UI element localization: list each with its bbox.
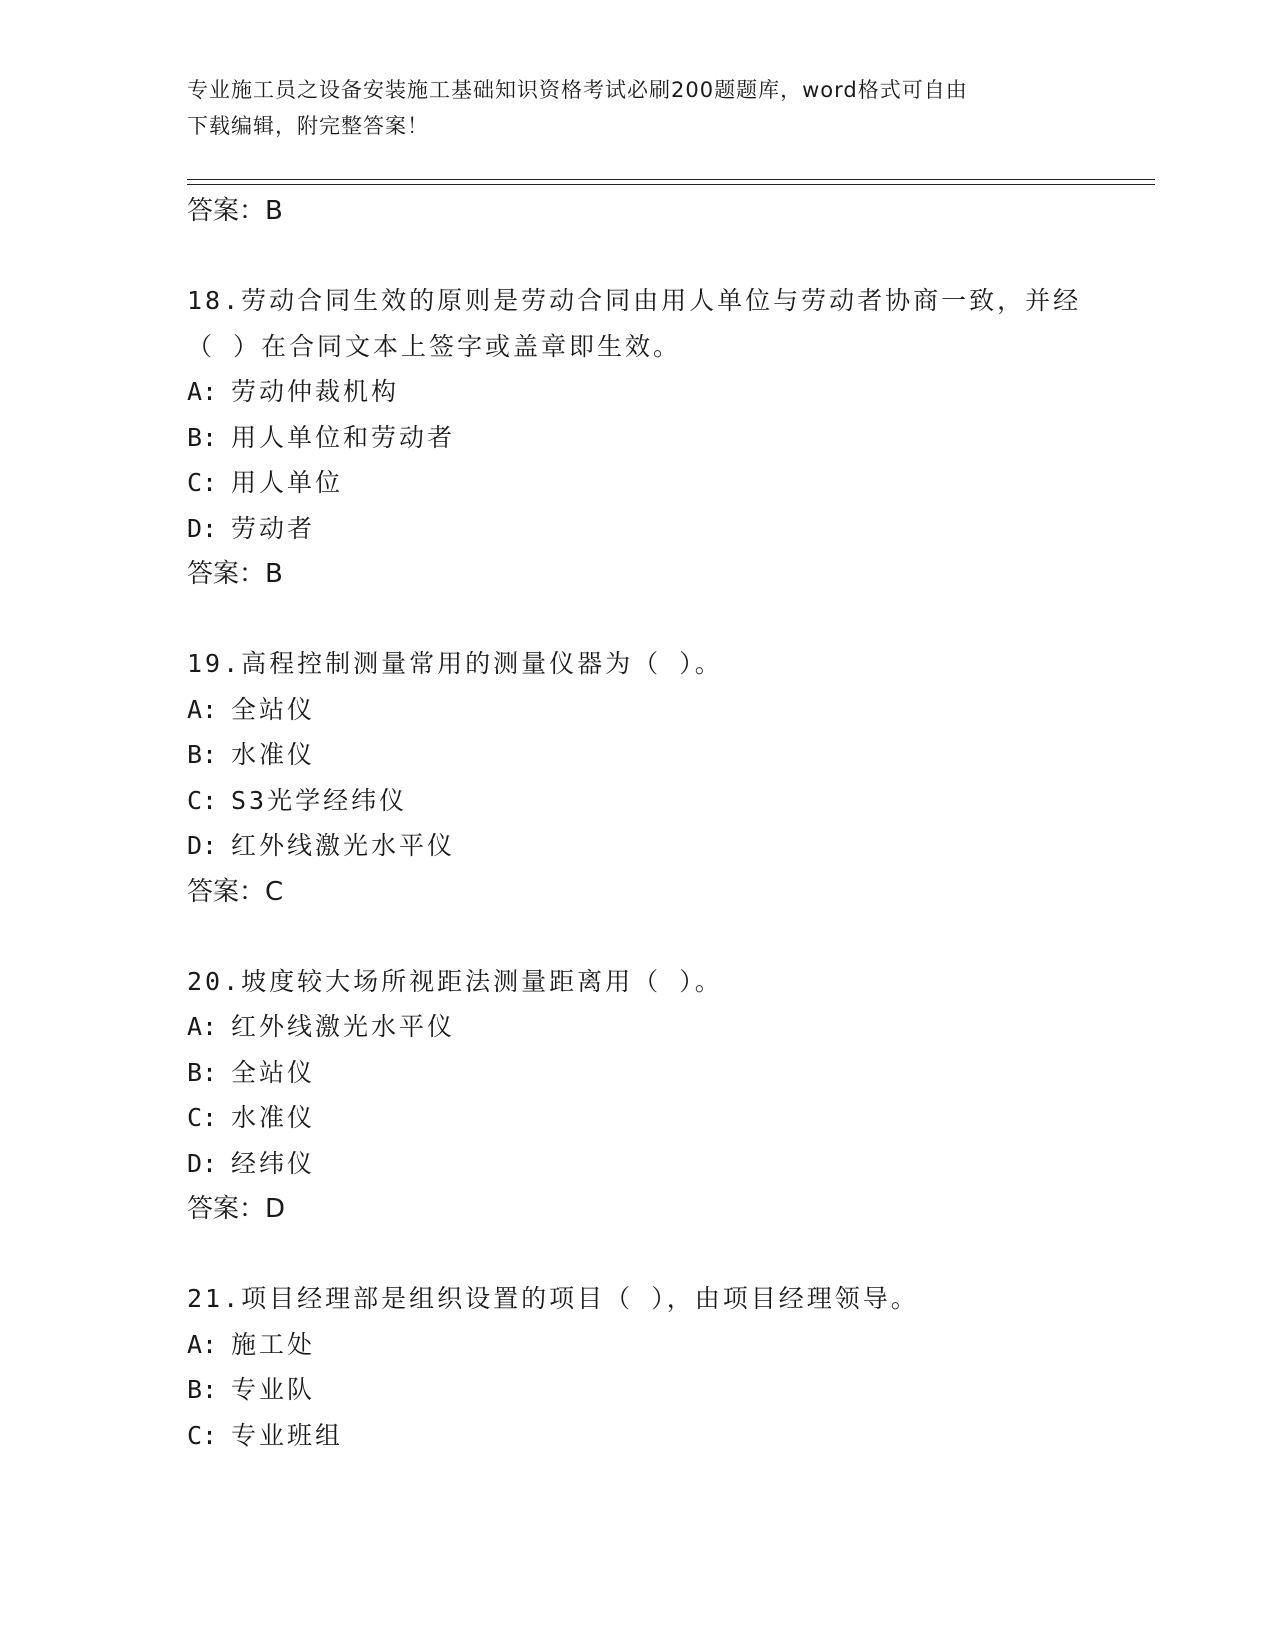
option-letter: B: xyxy=(187,422,218,452)
option-letter: D: xyxy=(187,1148,218,1178)
option-text: 劳动仲裁机构 xyxy=(231,377,400,406)
option-letter: B: xyxy=(187,1057,218,1087)
answer-line: 答案：C xyxy=(187,876,284,907)
option-text: 用人单位 xyxy=(231,468,344,497)
option-text: 红外线激光水平仪 xyxy=(231,831,456,860)
option-letter: B: xyxy=(187,740,218,769)
option-letter: C: xyxy=(187,468,218,497)
option-letter: C: xyxy=(187,1420,218,1450)
option-b xyxy=(187,415,1087,461)
option-letter: A: xyxy=(187,1012,218,1041)
option-c xyxy=(187,460,1087,506)
answer-line: 答案：D xyxy=(187,1194,286,1224)
header-line-1: 专业施工员之设备安装施工基础知识资格考试必刷200题题库，word格式可自由 xyxy=(187,78,968,102)
option-text: 全站仪 xyxy=(231,1057,316,1087)
question-text: 19.高程控制测量常用的测量仪器为（ ）。 xyxy=(187,649,723,678)
option-letter: C: xyxy=(187,785,218,815)
option-b xyxy=(187,1050,1087,1096)
option-d xyxy=(187,506,1087,552)
answer-line: 答案：B xyxy=(187,196,283,226)
question-text: 21.项目经理部是组织设置的项目（ ），由项目经理领导。 xyxy=(187,1284,919,1313)
document-header xyxy=(187,72,1067,144)
question-text: 18.劳动合同生效的原则是劳动合同由用人单位与劳动者协商一致，并经（ ）在合同文本上签字或盖章即生效。 xyxy=(187,286,1082,361)
option-text: 水准仪 xyxy=(231,740,316,769)
option-text: S3光学经纬仪 xyxy=(231,785,408,815)
option-text: 用人单位和劳动者 xyxy=(231,422,456,452)
option-a xyxy=(187,1004,1087,1050)
option-text: 水准仪 xyxy=(231,1103,316,1132)
question-text: 20.坡度较大场所视距法测量距离用（ ）。 xyxy=(187,966,723,996)
answer-line: 答案：B xyxy=(187,559,283,589)
option-text: 经纬仪 xyxy=(231,1148,316,1178)
option-letter: A: xyxy=(187,377,218,406)
option-d xyxy=(187,823,1087,869)
question-item xyxy=(187,959,1087,1233)
option-a xyxy=(187,369,1087,415)
option-c xyxy=(187,778,1087,824)
option-text: 施工处 xyxy=(231,1329,316,1359)
header-divider-bottom xyxy=(187,184,1155,185)
option-text: 专业队 xyxy=(231,1375,316,1404)
option-a xyxy=(187,687,1087,733)
option-text: 全站仪 xyxy=(231,694,316,724)
option-letter: B: xyxy=(187,1375,218,1404)
option-letter: A: xyxy=(187,1329,218,1359)
question-item xyxy=(187,278,1087,597)
option-letter: C: xyxy=(187,1103,218,1132)
option-letter: A: xyxy=(187,694,218,724)
header-divider-top xyxy=(187,179,1155,180)
question-list xyxy=(187,188,1087,1458)
question-item xyxy=(187,641,1087,915)
option-b xyxy=(187,1367,1087,1413)
option-letter: D: xyxy=(187,831,218,860)
option-b xyxy=(187,732,1087,778)
option-text: 劳动者 xyxy=(231,513,316,543)
option-a xyxy=(187,1322,1087,1368)
option-text: 专业班组 xyxy=(231,1420,344,1450)
option-d xyxy=(187,1141,1087,1187)
header-line-2: 下载编辑，附完整答案！ xyxy=(187,114,429,138)
question-item xyxy=(187,1276,1087,1458)
option-c xyxy=(187,1413,1087,1459)
option-c xyxy=(187,1095,1087,1141)
option-text: 红外线激光水平仪 xyxy=(231,1012,456,1041)
option-letter: D: xyxy=(187,513,218,543)
